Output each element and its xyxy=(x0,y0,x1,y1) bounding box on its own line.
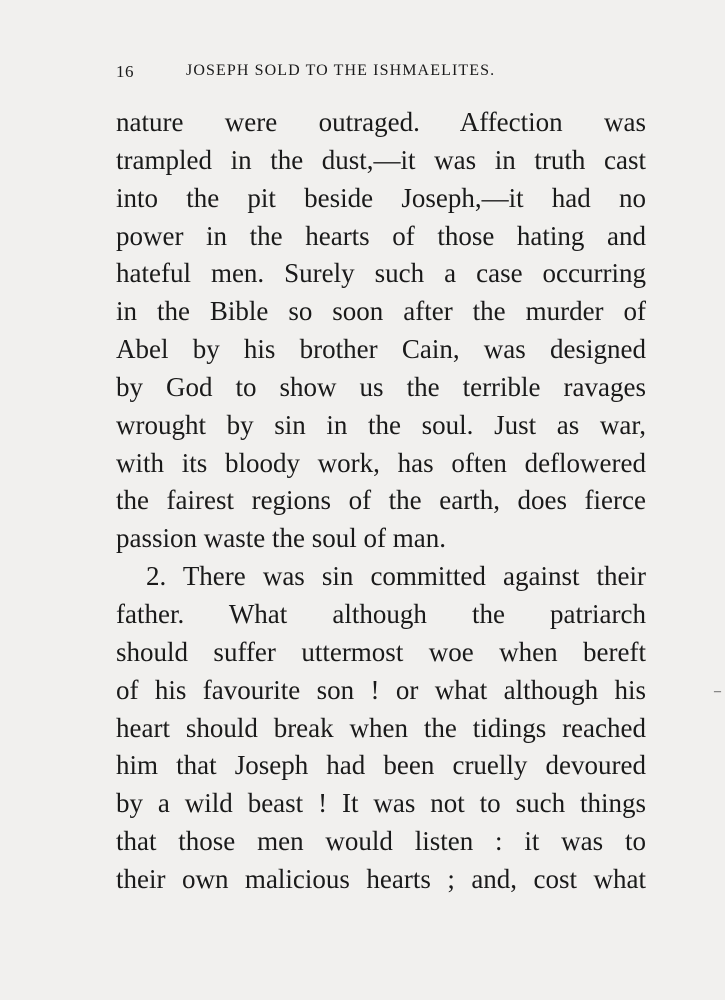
text-line: father. What although the patriarch xyxy=(116,598,646,629)
page-number: 16 xyxy=(116,62,134,81)
text-line: into the pit beside Joseph,—it had no xyxy=(116,182,646,213)
text-line: that those men would listen : it was to xyxy=(116,826,646,857)
text-line: wrought by sin in the soul. Just as war, xyxy=(116,409,646,440)
running-head xyxy=(116,62,578,86)
paragraph-first-line: 2. There was sin committed against their xyxy=(146,561,646,592)
body-text xyxy=(116,104,646,899)
running-title: JOSEPH SOLD TO THE ISHMAELITES. xyxy=(186,62,496,79)
text-line: their own malicious hearts ; and, cost what xyxy=(116,863,646,894)
text-line: hateful men. Surely such a case occurring xyxy=(116,258,646,289)
text-line: the fairest regions of the earth, does fierce xyxy=(116,485,646,516)
text-line: him that Joseph had been cruelly devoured xyxy=(116,750,646,781)
margin-mark: – xyxy=(714,684,721,699)
text-line: by God to show us the terrible ravages xyxy=(116,371,646,402)
text-line: power in the hearts of those hating and xyxy=(116,220,646,251)
text-line: with its bloody work, has often deflowered xyxy=(116,447,646,478)
text-line: heart should break when the tidings reached xyxy=(116,712,646,743)
text-line: nature were outraged. Affection was xyxy=(116,107,646,137)
text-line: in the Bible so soon after the murder of xyxy=(116,296,646,327)
text-line: Abel by his brother Cain, was designed xyxy=(116,334,646,365)
paragraph-last-line: passion waste the soul of man. xyxy=(116,523,446,554)
text-line: trampled in the dust,—it was in truth cast xyxy=(116,144,646,175)
text-line: should suffer uttermost woe when bereft xyxy=(116,636,646,667)
text-line: by a wild beast ! It was not to such things xyxy=(116,788,646,819)
text-line: of his favourite son ! or what although his xyxy=(116,674,646,705)
